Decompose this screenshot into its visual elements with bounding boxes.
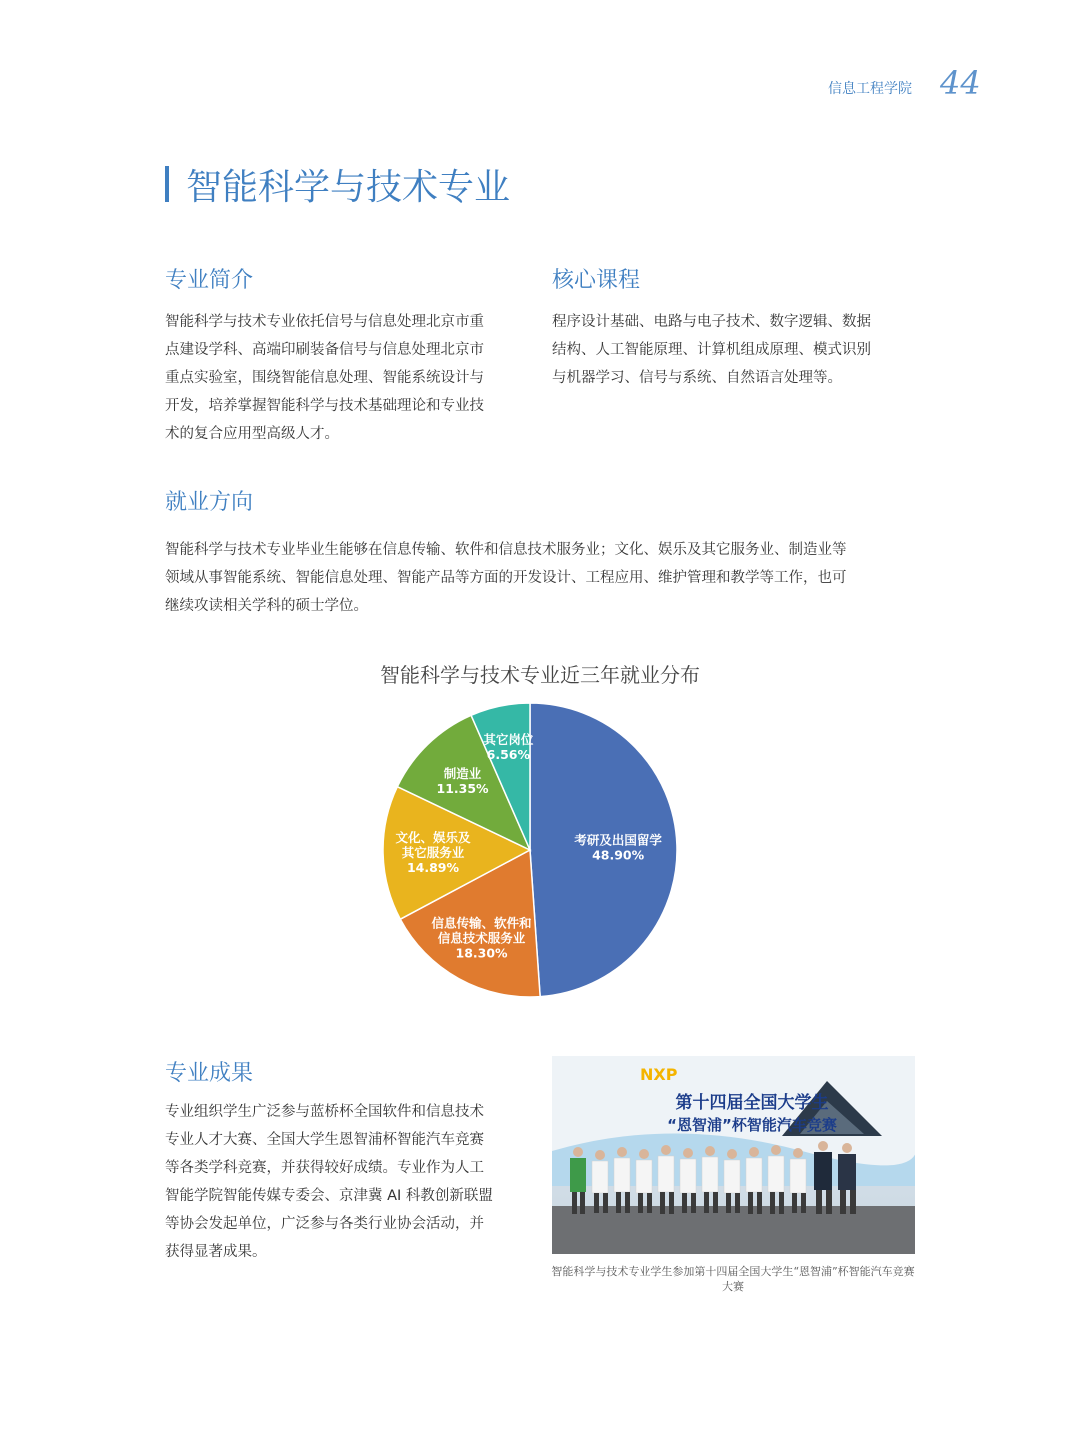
pie-label-text: 其它服务业 — [401, 845, 465, 861]
nxp-logo-text: NXP — [640, 1065, 678, 1084]
employment-line: 智能科学与技术专业毕业生能够在信息传输、软件和信息技术服务业；文化、娱乐及其它服务业、制造业等 — [165, 542, 847, 558]
page-title: 智能科学与技术专业 — [186, 167, 511, 208]
header-school-name: 信息工程学院 — [828, 81, 912, 97]
chart-title: 智能科学与技术专业近三年就业分布 — [380, 663, 700, 687]
pie-value-label: 14.89% — [406, 860, 460, 876]
courses-line: 与机器学习、信号与系统、自然语言处理等。 — [552, 370, 842, 386]
title-accent-bar — [165, 166, 169, 202]
courses-paragraph — [552, 308, 922, 392]
banner-line-1: 第十四届全国大学生 — [675, 1093, 829, 1113]
section-title-intro: 专业简介 — [165, 268, 254, 293]
section-title-courses: 核心课程 — [552, 268, 641, 293]
pie-label-text: 考研及出国留学 — [574, 832, 662, 848]
intro-line: 智能科学与技术专业依托信号与信息处理北京市重 — [165, 314, 484, 330]
competition-photo — [552, 1056, 915, 1254]
achievements-paragraph — [165, 1098, 535, 1266]
intro-line: 点建设学科、高端印刷装备信号与信息处理北京市 — [165, 342, 484, 358]
pie-slice-label — [437, 766, 490, 796]
employment-pie-chart — [370, 700, 710, 1010]
pie-label-text: 制造业 — [443, 765, 482, 781]
team-photo-illustration — [552, 1056, 915, 1254]
courses-line: 结构、人工智能原理、计算机组成原理、模式识别 — [552, 342, 871, 358]
employment-paragraph — [165, 536, 925, 620]
achievements-line: 获得显著成果。 — [165, 1244, 267, 1260]
section-title-employment: 就业方向 — [165, 490, 254, 515]
pie-label-text: 文化、娱乐及 — [395, 830, 471, 846]
pie-slice-label — [483, 732, 534, 762]
pie-value-label: 11.35% — [436, 780, 489, 796]
achievements-line: 等协会发起单位，广泛参与各类行业协会活动，并 — [165, 1216, 484, 1232]
pie-value-label: 18.30% — [455, 945, 508, 961]
section-title-achievements: 专业成果 — [165, 1061, 254, 1086]
intro-line: 开发，培养掌握智能科学与技术基础理论和专业技 — [165, 398, 484, 414]
achievements-line: 等各类学科竞赛，并获得较好成绩。专业作为人工 — [165, 1160, 484, 1176]
intro-line: 重点实验室，围绕智能信息处理、智能系统设计与 — [165, 370, 484, 386]
pie-value-label: 48.90% — [592, 847, 645, 863]
pie-value-label: 6.56% — [486, 746, 531, 762]
photo-caption: 智能科学与技术专业学生参加第十四届全国大学生“恩智浦”杯智能汽车竞赛大赛 — [551, 1265, 915, 1293]
intro-line: 术的复合应用型高级人才。 — [165, 426, 339, 442]
pie-label-text: 信息技术服务业 — [437, 930, 526, 946]
pie-label-text: 其它岗位 — [483, 731, 534, 747]
achievements-line: 专业人才大赛、全国大学生恩智浦杯智能汽车竞赛 — [165, 1132, 484, 1148]
achievements-line: 专业组织学生广泛参与蓝桥杯全国软件和信息技术 — [165, 1104, 484, 1120]
employment-line: 继续攻读相关学科的硕士学位。 — [165, 598, 368, 614]
intro-paragraph — [165, 308, 535, 448]
achievements-line: 智能学院智能传媒专委会、京津冀 AI 科教创新联盟 — [165, 1188, 493, 1204]
employment-line: 领域从事智能系统、智能信息处理、智能产品等方面的开发设计、工程应用、维护管理和教学等工作，也可 — [165, 570, 847, 586]
courses-line: 程序设计基础、电路与电子技术、数字逻辑、数据 — [552, 314, 871, 330]
page-number: 44 — [940, 64, 981, 102]
banner-line-2: “恩智浦”杯智能汽车竞赛 — [667, 1116, 837, 1134]
pie-label-text: 信息传输、软件和 — [431, 915, 532, 931]
